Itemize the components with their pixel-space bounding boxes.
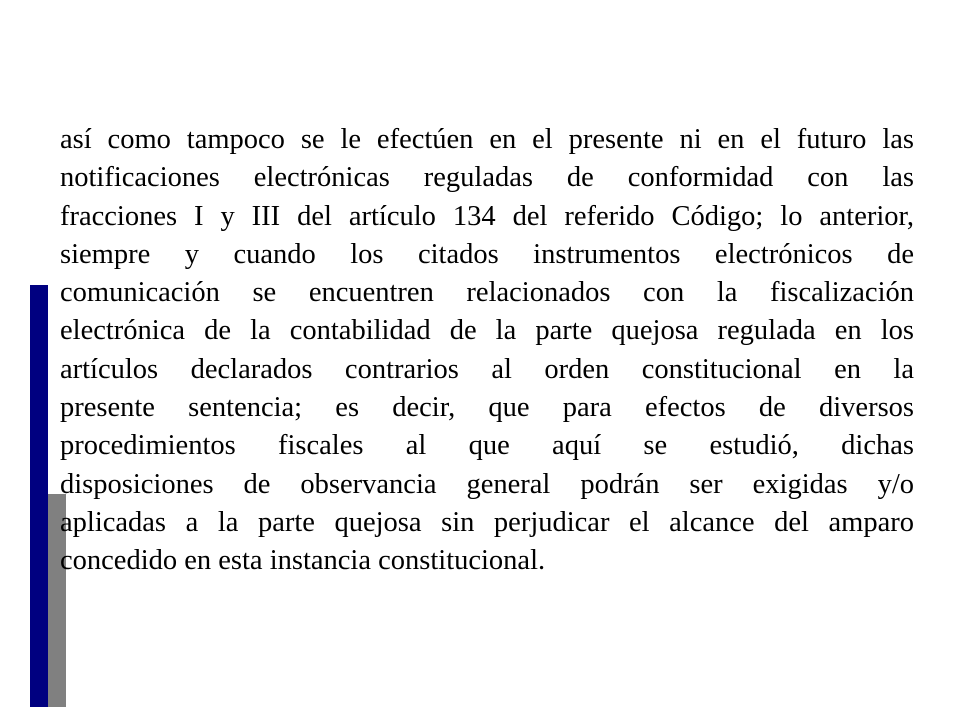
slide-body-text (60, 121, 914, 581)
text-line: electrónica de la contabilidad de la parte quejosa regulada en los (60, 315, 914, 347)
text-line: artículos declarados contrarios al orden constitucional en la (60, 353, 914, 385)
decorative-bar-blue (30, 285, 48, 707)
text-line: comunicación se encuentren relacionados con la fiscalización (60, 277, 914, 309)
text-line: concedido en esta instancia constitucional. (60, 545, 546, 577)
text-line: fracciones I y III del artículo 134 del referido Código; lo anterior, (60, 200, 914, 232)
text-line: así como tampoco se le efectúen en el presente ni en el futuro las (60, 124, 914, 155)
text-line: aplicadas a la parte quejosa sin perjudicar el alcance del amparo (60, 506, 914, 538)
text-line: siempre y cuando los citados instrumentos electrónicos de (60, 238, 914, 270)
text-line: procedimientos fiscales al que aquí se estudió, dichas (60, 430, 914, 462)
text-line: notificaciones electrónicas reguladas de conformidad con las (60, 162, 914, 194)
text-line: presente sentencia; es decir, que para efectos de diversos (60, 392, 914, 424)
text-line: disposiciones de observancia general podrán ser exigidas y/o (60, 468, 914, 500)
